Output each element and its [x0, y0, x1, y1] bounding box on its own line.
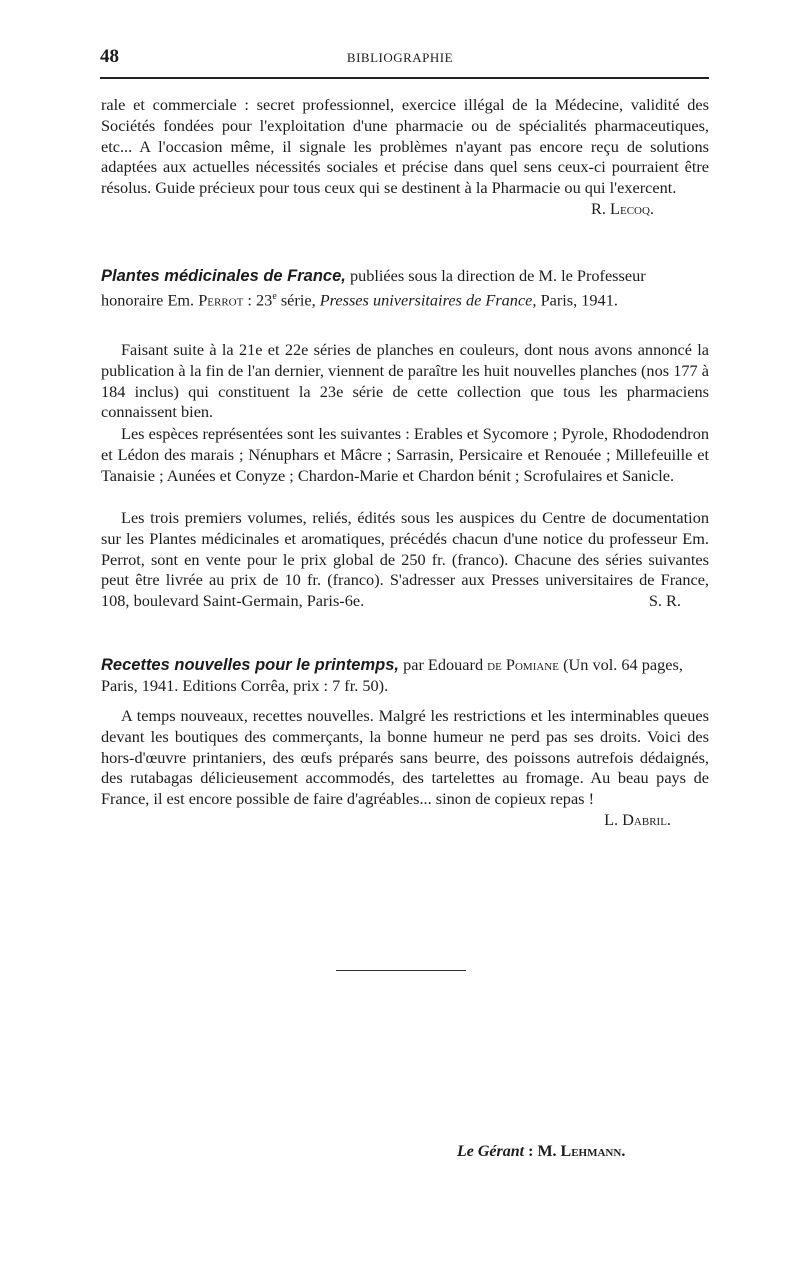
manager-separator: : [528, 1143, 534, 1160]
review-recettes-text [101, 706, 709, 831]
manager-name: M. Lehmann. [537, 1143, 626, 1160]
header-rule [100, 77, 709, 79]
review-plantes-citation [101, 266, 709, 311]
review-plantes-signature: S. R. [648, 591, 681, 611]
review-plantes-paragraph-3-text: Les trois premiers volumes, reliés, édités sous les auspices du Centre de documentation sur les Plantes médicinales et aromatiques, précédés chacun d'une notice du professeur Em. Perrot, sont en vente pour le prix global de 250 fr. (franco). Chacune des séries suivantes peut être livrée au prix de 10 fr. (franco). S'adresser aux Presses universitaires de France, 108, boulevard Saint-Germain, Paris-6e. [101, 508, 709, 611]
citation-text: par Edouard [403, 655, 484, 674]
review-recettes-citation [101, 655, 709, 697]
section-divider [336, 970, 466, 971]
manager-line [457, 1143, 625, 1161]
review-lecoq [101, 95, 709, 220]
review-plantes-paragraph-1: Faisant suite à la 21e et 22e séries de planches en couleurs, dont nous avons annoncé la publication à la fin de l'an dernier, viennent de paraître les huit nouvelles planches (nos 177 à 184 inclus) qui constituent la 23e série de cette collection que tous les pharmaciens connaissent bien. [101, 340, 709, 422]
review-plantes-paragraph-3 [101, 508, 709, 612]
citation-text: Paris, 1941. [540, 290, 618, 310]
citation-author: Pomiane [505, 655, 559, 674]
review-lecoq-signature: R. Lecoq. [591, 198, 654, 218]
citation-text: série, [280, 290, 316, 310]
citation-text: publiées sous la direction de M. le Professeur honoraire Em. [101, 266, 646, 310]
review-plantes-paragraph-2: Les espèces représentées sont les suivantes : Erables et Sycomore ; Pyrole, Rhododendron et Lédon des marais ; Nénuphars et Mâcre ; Sarrasin, Persicaire et Renouée ; Millefeuille et Tanaisie ; Aunées et Conyze ; Chardon-Marie et Chardon bénit ; Scrofulaires et Sanicle. [101, 424, 709, 485]
review-recettes-paragraph: A temps nouveaux, recettes nouvelles. Malgré les restrictions et les interminables queues devant les boutiques des commerçants, la bonne humeur ne perd pas ses droits. Voici des hors-d'œuvre printaniers, des œufs préparés sans beurre, des poissons autrefois dédaignés, des rutabagas délicieusement accommodés, des tartelettes au fromage. Au beau pays de France, il est encore possible de faire d'agréables... sinon de copieux repas ! [101, 706, 709, 809]
citation-author: Perrot [198, 290, 244, 310]
review-plantes-title: Plantes médicinales de France, [101, 267, 346, 285]
citation-author-particle: de [487, 655, 502, 674]
citation-text: : 23 [247, 290, 273, 310]
review-lecoq-text: rale et commerciale : secret professionnel, exercice illégal de la Médecine, validité des Sociétés fondées pour l'exploitation d'une pharmacie ou de spécialités pharmaceutiques, etc... A l'occasion même, il signale les problèmes n'ayant pas encore reçu de solutions adaptées aux actuelles nécessités sociales et précise dans quel sens ceux-ci pourraient être résolus. Guide précieux pour tous ceux qui se destinent à la Pharmacie ou qui l'exercent. [101, 95, 709, 198]
citation-publisher: Presses universitaires de France, [319, 290, 537, 310]
review-recettes-signature: L. Dabril. [604, 809, 671, 829]
citation-superscript: e [272, 290, 277, 302]
page-number: 48 [100, 46, 119, 67]
running-title: BIBLIOGRAPHIE [346, 50, 454, 65]
review-recettes-title: Recettes nouvelles pour le printemps, [101, 656, 399, 674]
citation-text: (Un vol. 64 pages, Paris, 1941. Editions Corrêa, prix : 7 fr. 50). [101, 655, 683, 695]
manager-label: Le Gérant [457, 1143, 525, 1160]
